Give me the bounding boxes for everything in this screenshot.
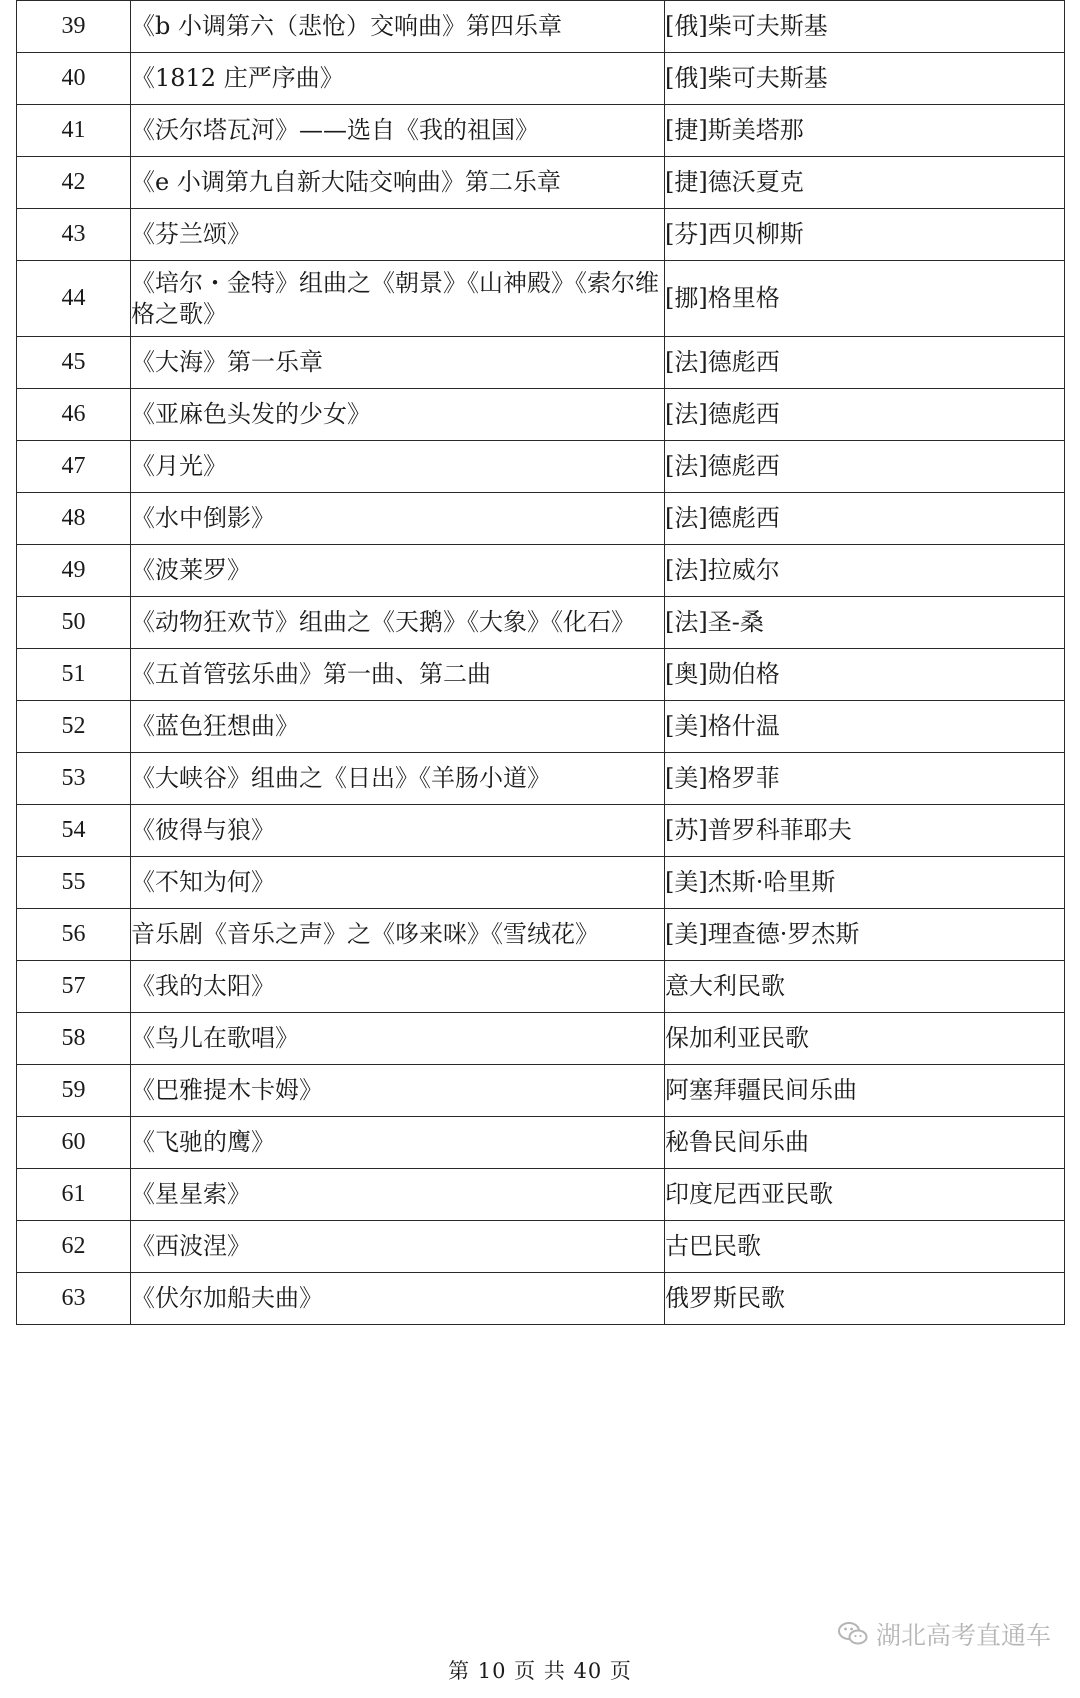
watermark: [838, 1616, 1051, 1652]
work-title: 《蓝色狂想曲》: [131, 701, 665, 753]
music-list-table: [16, 0, 1065, 1325]
work-title: 《b 小调第六（悲怆）交响曲》第四乐章: [131, 1, 665, 53]
table-row: [17, 261, 1065, 337]
composer: [法]德彪西: [665, 493, 1065, 545]
row-number: 48: [17, 493, 131, 545]
composer: [捷]斯美塔那: [665, 105, 1065, 157]
table-row: [17, 961, 1065, 1013]
composer: [美]理查德·罗杰斯: [665, 909, 1065, 961]
row-number: 55: [17, 857, 131, 909]
table-row: [17, 1065, 1065, 1117]
work-title: 《伏尔加船夫曲》: [131, 1273, 665, 1325]
composer: [美]格什温: [665, 701, 1065, 753]
row-number: 40: [17, 53, 131, 105]
row-number: 41: [17, 105, 131, 157]
composer: [奥]勋伯格: [665, 649, 1065, 701]
work-title: 《巴雅提木卡姆》: [131, 1065, 665, 1117]
work-title: 音乐剧《音乐之声》之《哆来咪》《雪绒花》: [131, 909, 665, 961]
page-number: 第 10 页 共 40 页: [448, 1659, 632, 1683]
table-row: [17, 441, 1065, 493]
row-number: 54: [17, 805, 131, 857]
composer: [俄]柴可夫斯基: [665, 1, 1065, 53]
row-number: 39: [17, 1, 131, 53]
work-title: 《大海》第一乐章: [131, 337, 665, 389]
table-row: [17, 805, 1065, 857]
table-row: [17, 909, 1065, 961]
row-number: 46: [17, 389, 131, 441]
table-row: [17, 1117, 1065, 1169]
row-number: 43: [17, 209, 131, 261]
composer: [法]德彪西: [665, 389, 1065, 441]
composer: [美]杰斯·哈里斯: [665, 857, 1065, 909]
composer: [芬]西贝柳斯: [665, 209, 1065, 261]
row-number: 44: [17, 261, 131, 337]
work-title: 《我的太阳》: [131, 961, 665, 1013]
work-title: 《鸟儿在歌唱》: [131, 1013, 665, 1065]
work-title: 《波莱罗》: [131, 545, 665, 597]
work-title: 《五首管弦乐曲》第一曲、第二曲: [131, 649, 665, 701]
work-title: 《星星索》: [131, 1169, 665, 1221]
work-title: 《不知为何》: [131, 857, 665, 909]
composer: [法]拉威尔: [665, 545, 1065, 597]
row-number: 49: [17, 545, 131, 597]
row-number: 56: [17, 909, 131, 961]
table-row: [17, 1013, 1065, 1065]
row-number: 59: [17, 1065, 131, 1117]
composer: [挪]格里格: [665, 261, 1065, 337]
table-row: [17, 1273, 1065, 1325]
composer: [美]格罗菲: [665, 753, 1065, 805]
table-row: [17, 493, 1065, 545]
table-row: [17, 545, 1065, 597]
row-number: 52: [17, 701, 131, 753]
work-title: 《月光》: [131, 441, 665, 493]
work-title: 《水中倒影》: [131, 493, 665, 545]
table-row: [17, 1221, 1065, 1273]
table-row: [17, 53, 1065, 105]
work-title: 《大峡谷》组曲之《日出》《羊肠小道》: [131, 753, 665, 805]
row-number: 53: [17, 753, 131, 805]
row-number: 51: [17, 649, 131, 701]
composer: 俄罗斯民歌: [665, 1273, 1065, 1325]
row-number: 61: [17, 1169, 131, 1221]
row-number: 47: [17, 441, 131, 493]
table-row: [17, 649, 1065, 701]
composer: [法]德彪西: [665, 337, 1065, 389]
table-row: [17, 1, 1065, 53]
row-number: 42: [17, 157, 131, 209]
wechat-icon: [838, 1621, 868, 1647]
table-row: [17, 157, 1065, 209]
table-row: [17, 1169, 1065, 1221]
work-title: 《培尔・金特》组曲之《朝景》《山神殿》《索尔维格之歌》: [131, 261, 665, 337]
composer: [捷]德沃夏克: [665, 157, 1065, 209]
composer: 意大利民歌: [665, 961, 1065, 1013]
row-number: 62: [17, 1221, 131, 1273]
composer: 保加利亚民歌: [665, 1013, 1065, 1065]
table-row: [17, 701, 1065, 753]
composer: 阿塞拜疆民间乐曲: [665, 1065, 1065, 1117]
work-title: 《芬兰颂》: [131, 209, 665, 261]
row-number: 58: [17, 1013, 131, 1065]
work-title: 《彼得与狼》: [131, 805, 665, 857]
table-row: [17, 209, 1065, 261]
composer: [法]德彪西: [665, 441, 1065, 493]
row-number: 60: [17, 1117, 131, 1169]
composer: [法]圣-桑: [665, 597, 1065, 649]
row-number: 63: [17, 1273, 131, 1325]
work-title: 《1812 庄严序曲》: [131, 53, 665, 105]
work-title: 《沃尔塔瓦河》——选自《我的祖国》: [131, 105, 665, 157]
work-title: 《西波涅》: [131, 1221, 665, 1273]
composer: 秘鲁民间乐曲: [665, 1117, 1065, 1169]
row-number: 57: [17, 961, 131, 1013]
table-row: [17, 105, 1065, 157]
work-title: 《e 小调第九自新大陆交响曲》第二乐章: [131, 157, 665, 209]
row-number: 45: [17, 337, 131, 389]
composer: [苏]普罗科菲耶夫: [665, 805, 1065, 857]
table-row: [17, 857, 1065, 909]
table-row: [17, 337, 1065, 389]
table-row: [17, 753, 1065, 805]
composer: 古巴民歌: [665, 1221, 1065, 1273]
work-title: 《亚麻色头发的少女》: [131, 389, 665, 441]
composer: 印度尼西亚民歌: [665, 1169, 1065, 1221]
work-title: 《动物狂欢节》组曲之《天鹅》《大象》《化石》: [131, 597, 665, 649]
composer: [俄]柴可夫斯基: [665, 53, 1065, 105]
table-row: [17, 389, 1065, 441]
work-title: 《飞驰的鹰》: [131, 1117, 665, 1169]
watermark-text: 湖北高考直通车: [876, 1621, 1052, 1650]
table-row: [17, 597, 1065, 649]
row-number: 50: [17, 597, 131, 649]
